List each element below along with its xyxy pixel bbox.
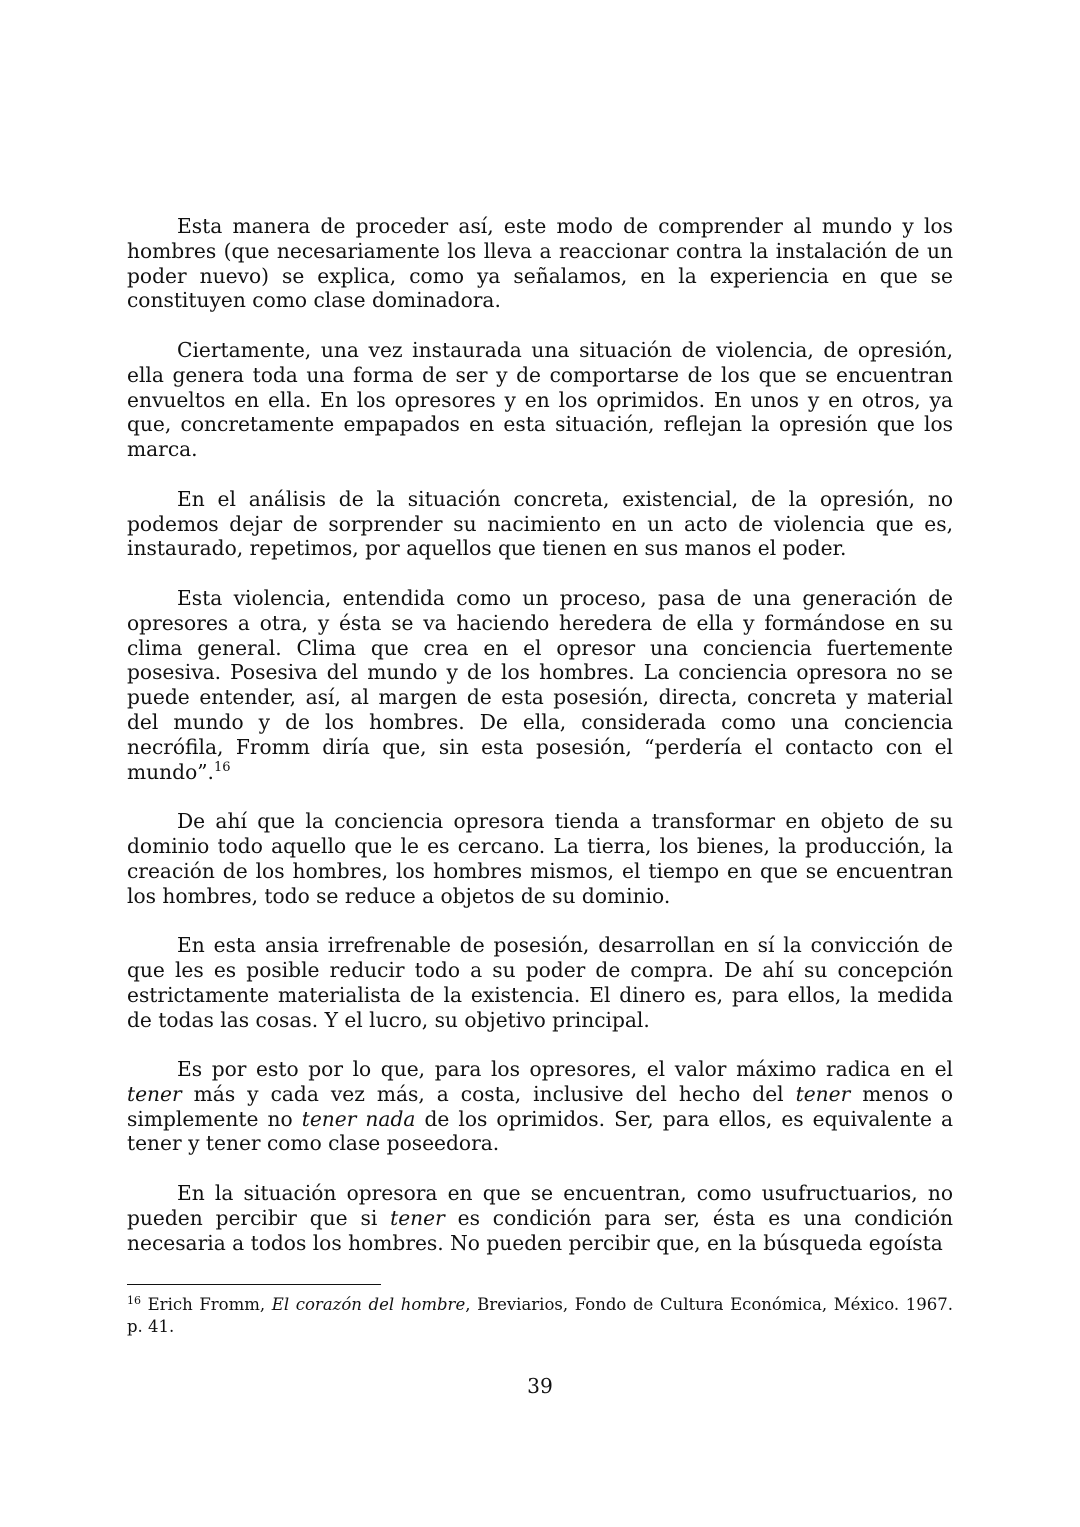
italic-run: tener	[127, 1081, 182, 1106]
page-body	[127, 214, 953, 1255]
paragraph	[127, 1181, 953, 1255]
footnote-reference: 16	[127, 1294, 141, 1307]
text-run: Es por esto por lo que, para los opresores, el valor máximo radica en el	[177, 1057, 953, 1082]
paragraph	[127, 586, 953, 784]
text-run: menos o simplemente no	[127, 1081, 953, 1131]
italic-run: El corazón del hombre	[271, 1295, 466, 1314]
footnote	[127, 1294, 953, 1338]
italic-run: tener	[390, 1205, 445, 1230]
paragraph	[127, 338, 953, 462]
footnote-separator	[127, 1284, 381, 1285]
text-run: más y cada vez más, a costa, inclusive del hecho del	[181, 1081, 796, 1106]
italic-run: tener nada	[301, 1106, 416, 1131]
paragraph	[127, 214, 953, 313]
text-run: Esta manera de proceder así, este modo de comprender al mundo y los hombres (que necesariamente los lleva a reaccionar contra la instalación de un poder nuevo) se explica, como ya señalamos, en la experiencia en que se constituyen como clase dominadora.	[127, 214, 953, 313]
paragraph	[127, 933, 953, 1032]
footnote-reference: 16	[213, 759, 231, 775]
text-run: Erich Fromm,	[141, 1295, 272, 1314]
text-run: En la situación opresora en que se encuentran, como usufructuarios, no pueden percibir que si	[127, 1181, 953, 1230]
text-run: de los oprimidos. Ser, para ellos, es equivalente a tener y tener como clase poseedora.	[127, 1106, 953, 1156]
text-run: , Breviarios, Fondo de Cultura Económica, México. 1967. p. 41.	[127, 1295, 953, 1336]
text-run: es condición para ser, ésta es una condición necesaria a todos los hombres. No pueden percibir que, en la búsqueda egoísta	[127, 1205, 953, 1255]
paragraph	[127, 487, 953, 561]
text-run: De ahí que la conciencia opresora tienda a transformar en objeto de su dominio todo aquello que le es cercano. La tierra, los bienes, la producción, la creación de los hombres, los hombres mismos, el tiempo en que se encuentran los hombres, todo se reduce a objetos de su dominio.	[127, 809, 953, 908]
italic-run: tener	[795, 1081, 851, 1106]
text-run: En esta ansia irrefrenable de posesión, desarrollan en sí la convicción de que les es posible reducir todo a su poder de compra. De ahí su concepción estrictamente materialista de la existencia. El dinero es, para ellos, la medida de todas las cosas. Y el lucro, su objetivo principal.	[127, 933, 953, 1032]
paragraph	[127, 809, 953, 908]
paragraph	[127, 1057, 953, 1156]
text-run: Ciertamente, una vez instaurada una situación de violencia, de opresión, ella genera toda una forma de ser y de comportarse de los que se encuentran envueltos en ella. En los opresores y en los oprimidos. En unos y en otros, ya que, concretamente empapados en esta situación, reflejan la opresión que los marca.	[127, 337, 953, 462]
page-number: 39	[527, 1374, 553, 1398]
text-run: Esta violencia, entendida como un proceso, pasa de una generación de opresores a otra, y ésta se va haciendo heredera de ella y formándose en su clima general. Clima que crea en el opresor una conciencia fuertemente posesiva. Posesiva del mundo y de los hombres. La conciencia opresora no se puede entender, así, al margen de esta posesión, directa, concreta y material del mundo y de los hombres. De ella, considerada como una conciencia necrófila, Fromm diría que, sin esta posesión, “perdería el contacto con el mundo”.	[127, 585, 953, 784]
text-run: En el análisis de la situación concreta, existencial, de la opresión, no podemos dejar de sorprender su nacimiento en un acto de violencia que es, instaurado, repetimos, por aquellos que tienen en sus manos el poder.	[127, 486, 953, 561]
